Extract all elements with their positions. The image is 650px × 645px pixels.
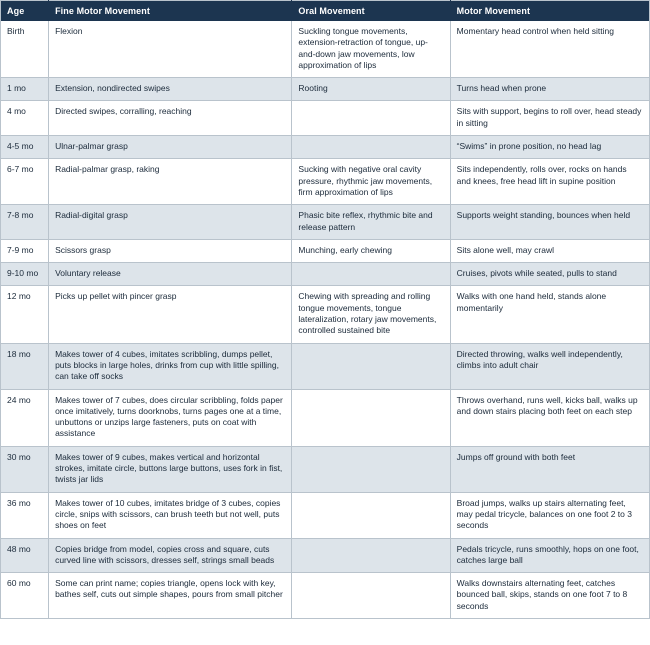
table-row — [1, 101, 650, 136]
cell-fine-motor: Some can print name; copies triangle, opens lock with key, bathes self, cuts out simple shapes, pours from small pitcher — [49, 573, 292, 619]
cell-age: 4 mo — [1, 101, 49, 136]
table-row — [1, 205, 650, 240]
cell-fine-motor: Ulnar-palmar grasp — [49, 136, 292, 159]
cell-oral: Phasic bite reflex, rhythmic bite and release pattern — [292, 205, 450, 240]
cell-motor: Jumps off ground with both feet — [450, 446, 649, 492]
table-row — [1, 239, 650, 262]
cell-age: 18 mo — [1, 343, 49, 389]
cell-oral — [292, 136, 450, 159]
table-row — [1, 343, 650, 389]
cell-age: 4-5 mo — [1, 136, 49, 159]
cell-fine-motor: Makes tower of 7 cubes, does circular scribbling, folds paper once imitatively, turns doorknobs, turns pages one at a time, unbuttons or unzips large fasteners, puts on coat with assistance — [49, 389, 292, 446]
cell-motor: Pedals tricycle, runs smoothly, hops on one foot, catches large ball — [450, 538, 649, 573]
table-header-row — [1, 1, 650, 22]
table-row — [1, 21, 650, 78]
cell-fine-motor: Voluntary release — [49, 263, 292, 286]
cell-motor: Turns head when prone — [450, 78, 649, 101]
cell-fine-motor: Makes tower of 10 cubes, imitates bridge of 3 cubes, copies circle, snips with scissors, can brush teeth but not well, puts shoes on feet — [49, 492, 292, 538]
cell-oral — [292, 389, 450, 446]
cell-age: 6-7 mo — [1, 159, 49, 205]
cell-age: 48 mo — [1, 538, 49, 573]
cell-fine-motor: Extension, nondirected swipes — [49, 78, 292, 101]
table-row — [1, 446, 650, 492]
cell-motor: Supports weight standing, bounces when held — [450, 205, 649, 240]
table-row — [1, 492, 650, 538]
cell-motor: Directed throwing, walks well independently, climbs into adult chair — [450, 343, 649, 389]
cell-age: 7-9 mo — [1, 239, 49, 262]
table-row — [1, 136, 650, 159]
cell-age: Birth — [1, 21, 49, 78]
cell-oral: Chewing with spreading and rolling tongue movements, tongue lateralization, rotary jaw movements, controlled sustained bite — [292, 286, 450, 343]
table-row — [1, 538, 650, 573]
cell-oral — [292, 573, 450, 619]
table-row — [1, 263, 650, 286]
table-row — [1, 78, 650, 101]
cell-motor: “Swims” in prone position, no head lag — [450, 136, 649, 159]
column-header-motor-movement: Motor Movement — [450, 1, 649, 22]
cell-fine-motor: Copies bridge from model, copies cross and square, cuts curved line with scissors, dresses self, strings small beads — [49, 538, 292, 573]
cell-oral — [292, 101, 450, 136]
cell-fine-motor: Makes tower of 9 cubes, makes vertical and horizontal strokes, imitate circle, buttons large buttons, uses fork in fist, twists jar lids — [49, 446, 292, 492]
cell-oral — [292, 538, 450, 573]
cell-age: 7-8 mo — [1, 205, 49, 240]
cell-motor: Walks with one hand held, stands alone momentarily — [450, 286, 649, 343]
table-row — [1, 389, 650, 446]
column-header-age: Age — [1, 1, 49, 22]
cell-oral: Sucking with negative oral cavity pressure, rhythmic jaw movements, firm approximation of lips — [292, 159, 450, 205]
cell-fine-motor: Directed swipes, corralling, reaching — [49, 101, 292, 136]
cell-motor: Momentary head control when held sitting — [450, 21, 649, 78]
cell-oral — [292, 446, 450, 492]
cell-age: 30 mo — [1, 446, 49, 492]
cell-motor: Sits alone well, may crawl — [450, 239, 649, 262]
column-header-fine-motor-movement: Fine Motor Movement — [49, 1, 292, 22]
cell-age: 1 mo — [1, 78, 49, 101]
cell-age: 24 mo — [1, 389, 49, 446]
cell-oral — [292, 263, 450, 286]
cell-age: 12 mo — [1, 286, 49, 343]
cell-motor: Walks downstairs alternating feet, catches bounced ball, skips, stands on one foot 7 to 8 seconds — [450, 573, 649, 619]
cell-oral: Rooting — [292, 78, 450, 101]
cell-motor: Cruises, pivots while seated, pulls to stand — [450, 263, 649, 286]
table-row — [1, 573, 650, 619]
cell-fine-motor: Makes tower of 4 cubes, imitates scribbling, dumps pellet, puts blocks in large holes, drinks from cup with little spilling, can take off socks — [49, 343, 292, 389]
cell-motor: Sits independently, rolls over, rocks on hands and knees, free head lift in supine position — [450, 159, 649, 205]
cell-fine-motor: Picks up pellet with pincer grasp — [49, 286, 292, 343]
cell-fine-motor: Flexion — [49, 21, 292, 78]
cell-age: 9-10 mo — [1, 263, 49, 286]
table-row — [1, 159, 650, 205]
cell-oral — [292, 492, 450, 538]
cell-motor: Throws overhand, runs well, kicks ball, walks up and down stairs placing both feet on each step — [450, 389, 649, 446]
cell-motor: Sits with support, begins to roll over, head steady in sitting — [450, 101, 649, 136]
table-header — [1, 1, 650, 22]
cell-fine-motor: Scissors grasp — [49, 239, 292, 262]
cell-age: 36 mo — [1, 492, 49, 538]
table-row — [1, 286, 650, 343]
column-header-oral-movement: Oral Movement — [292, 1, 450, 22]
cell-fine-motor: Radial-palmar grasp, raking — [49, 159, 292, 205]
cell-oral: Suckling tongue movements, extension-retraction of tongue, up-and-down jaw movements, low approximation of lips — [292, 21, 450, 78]
cell-motor: Broad jumps, walks up stairs alternating feet, may pedal tricycle, balances on one foot 2 to 3 seconds — [450, 492, 649, 538]
cell-fine-motor: Radial-digital grasp — [49, 205, 292, 240]
cell-oral: Munching, early chewing — [292, 239, 450, 262]
cell-oral — [292, 343, 450, 389]
table-body — [1, 21, 650, 618]
cell-age: 60 mo — [1, 573, 49, 619]
